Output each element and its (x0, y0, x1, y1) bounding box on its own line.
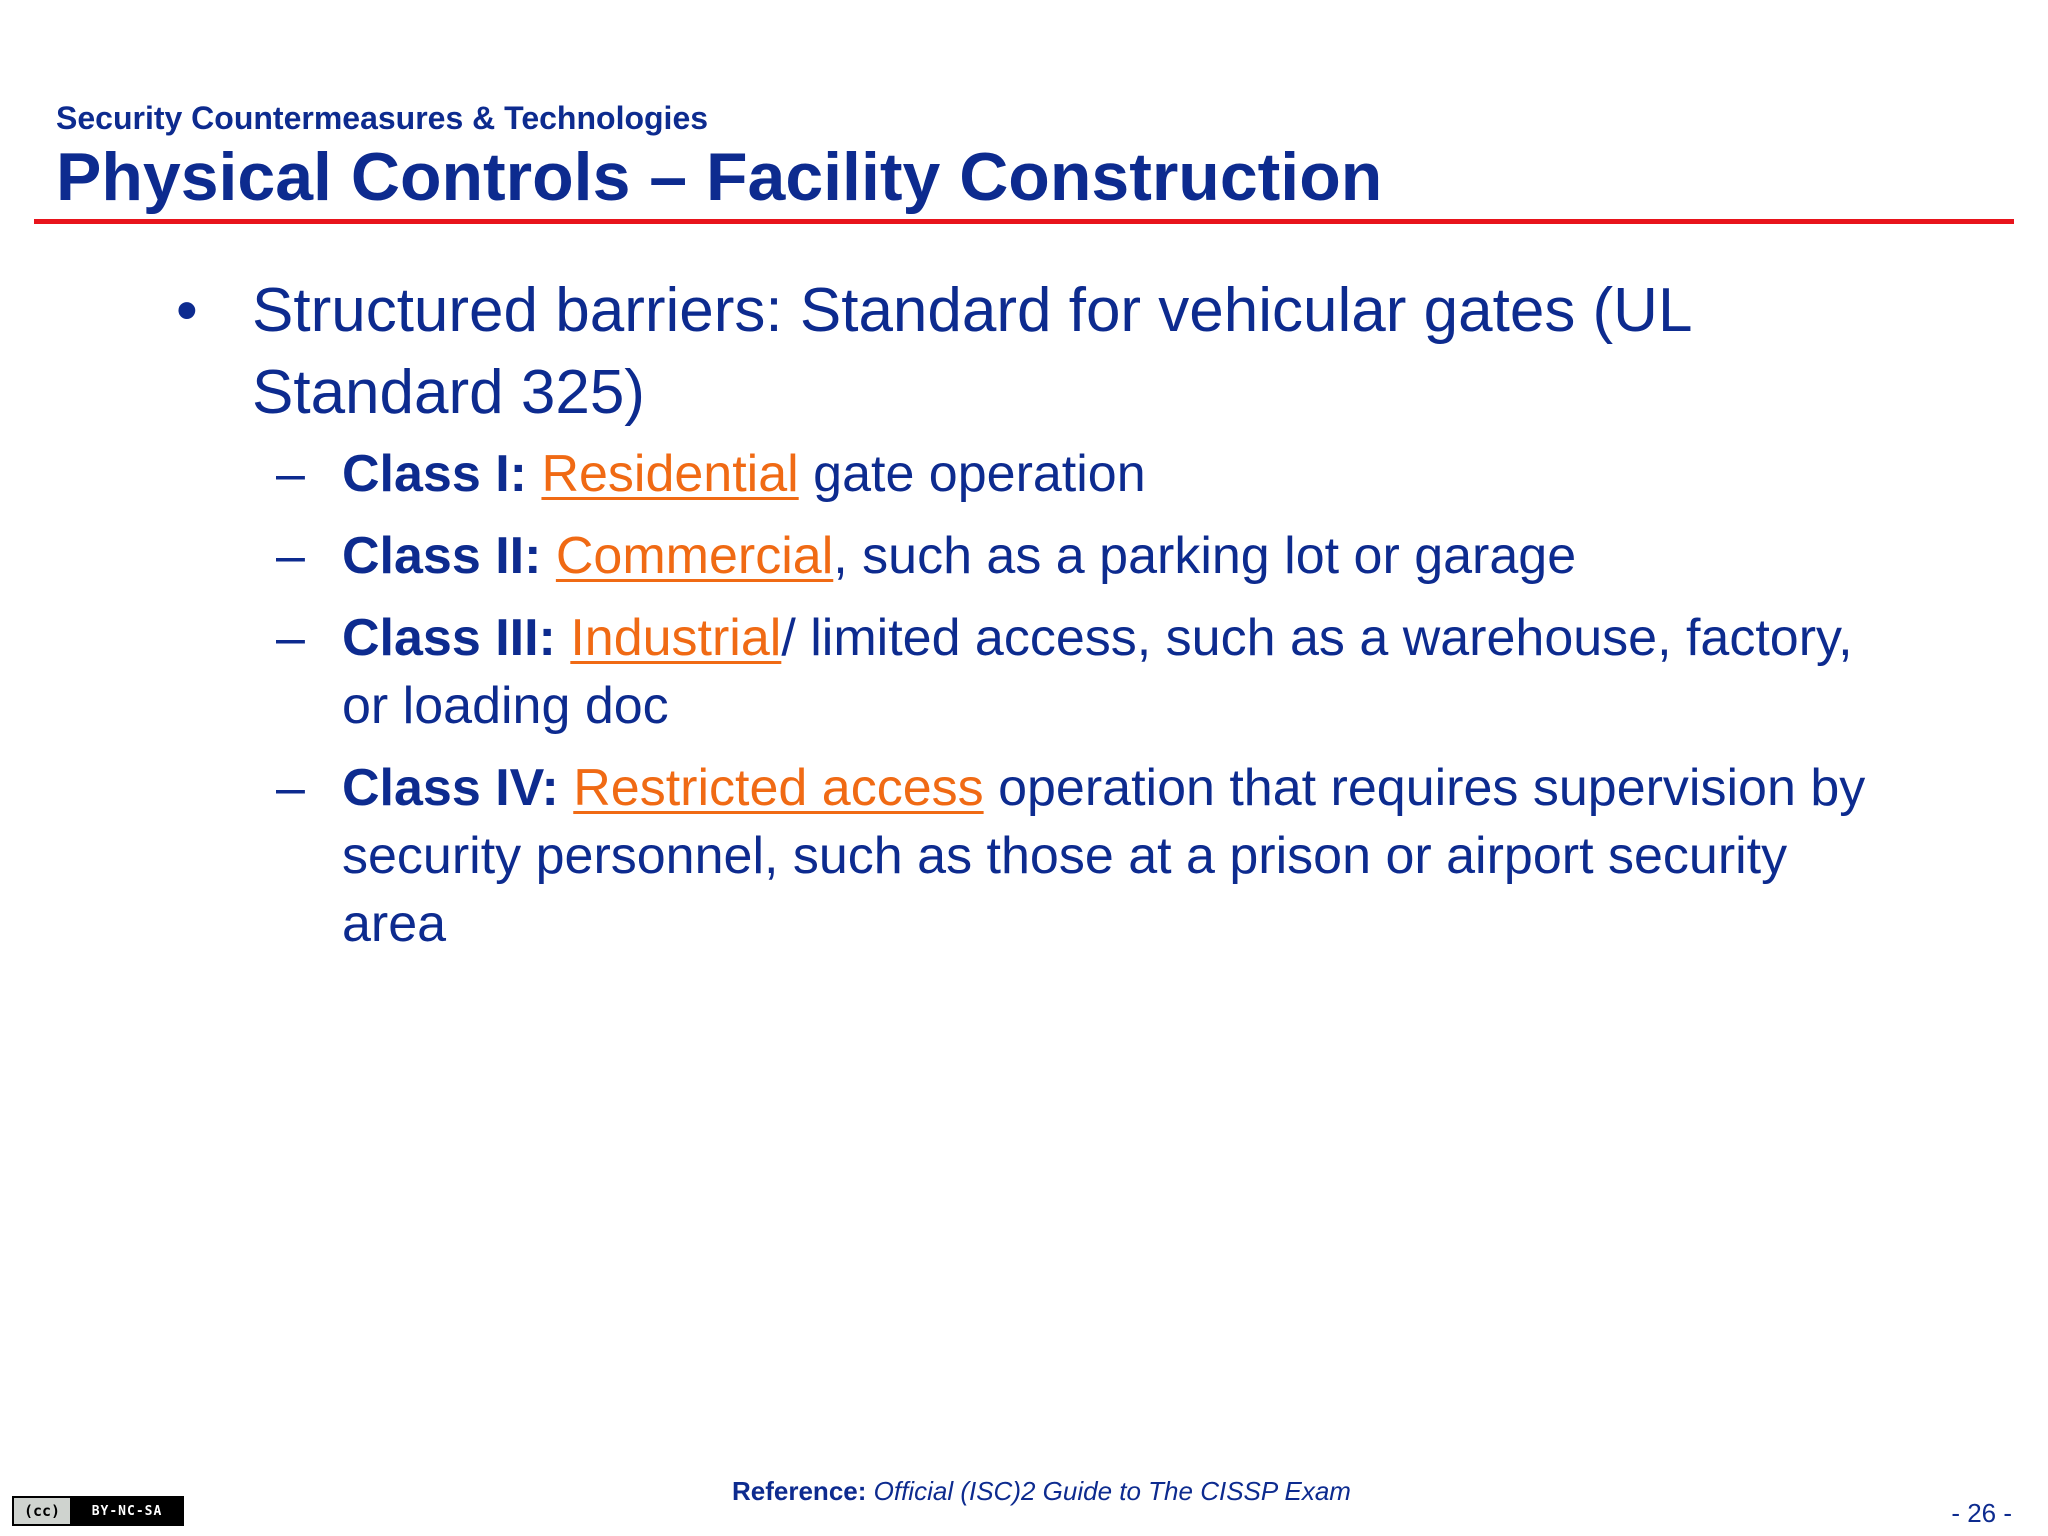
slide-supertitle: Security Countermeasures & Technologies (56, 100, 709, 136)
reference-source: Official (ISC)2 Guide to The CISSP Exam (873, 1476, 1351, 1506)
link-term[interactable]: Industrial (570, 609, 782, 667)
license-label: BY-NC-SA (72, 1498, 182, 1524)
dash-marker: – (276, 759, 305, 817)
class-description: , such as a parking lot or garage (833, 527, 1577, 585)
page-number: - 26 - (1951, 1498, 2012, 1528)
link-term[interactable]: Restricted access (573, 759, 984, 817)
link-term[interactable]: Commercial (555, 527, 834, 585)
dash-marker: – (276, 609, 305, 667)
class-description: / limited access, such as a warehouse, factory, or loading doc (342, 609, 1853, 735)
bullet-text: Structured barriers: Standard for vehicular gates (UL Standard 325) (252, 276, 1691, 427)
footer-reference (732, 1476, 1351, 1507)
slide-title: Physical Controls – Facility Construction (56, 139, 1383, 215)
cc-license-badge (12, 1496, 184, 1526)
class-label: Class II: (342, 527, 542, 585)
dash-marker: – (276, 527, 305, 585)
class-label: Class III: (342, 609, 556, 667)
title-divider (34, 219, 2014, 224)
class-description: operation that requires supervision by security personnel, such as those at a prison or airport security area (342, 759, 1866, 953)
class-description: gate operation (798, 445, 1146, 503)
bullet-marker: • (176, 276, 198, 345)
link-term[interactable]: Residential (541, 445, 799, 503)
dash-marker: – (276, 445, 305, 503)
class-label: Class I: (342, 445, 527, 503)
reference-label: Reference: (732, 1476, 867, 1506)
class-label: Class IV: (342, 759, 559, 817)
cc-icon: (cc) (14, 1498, 72, 1524)
